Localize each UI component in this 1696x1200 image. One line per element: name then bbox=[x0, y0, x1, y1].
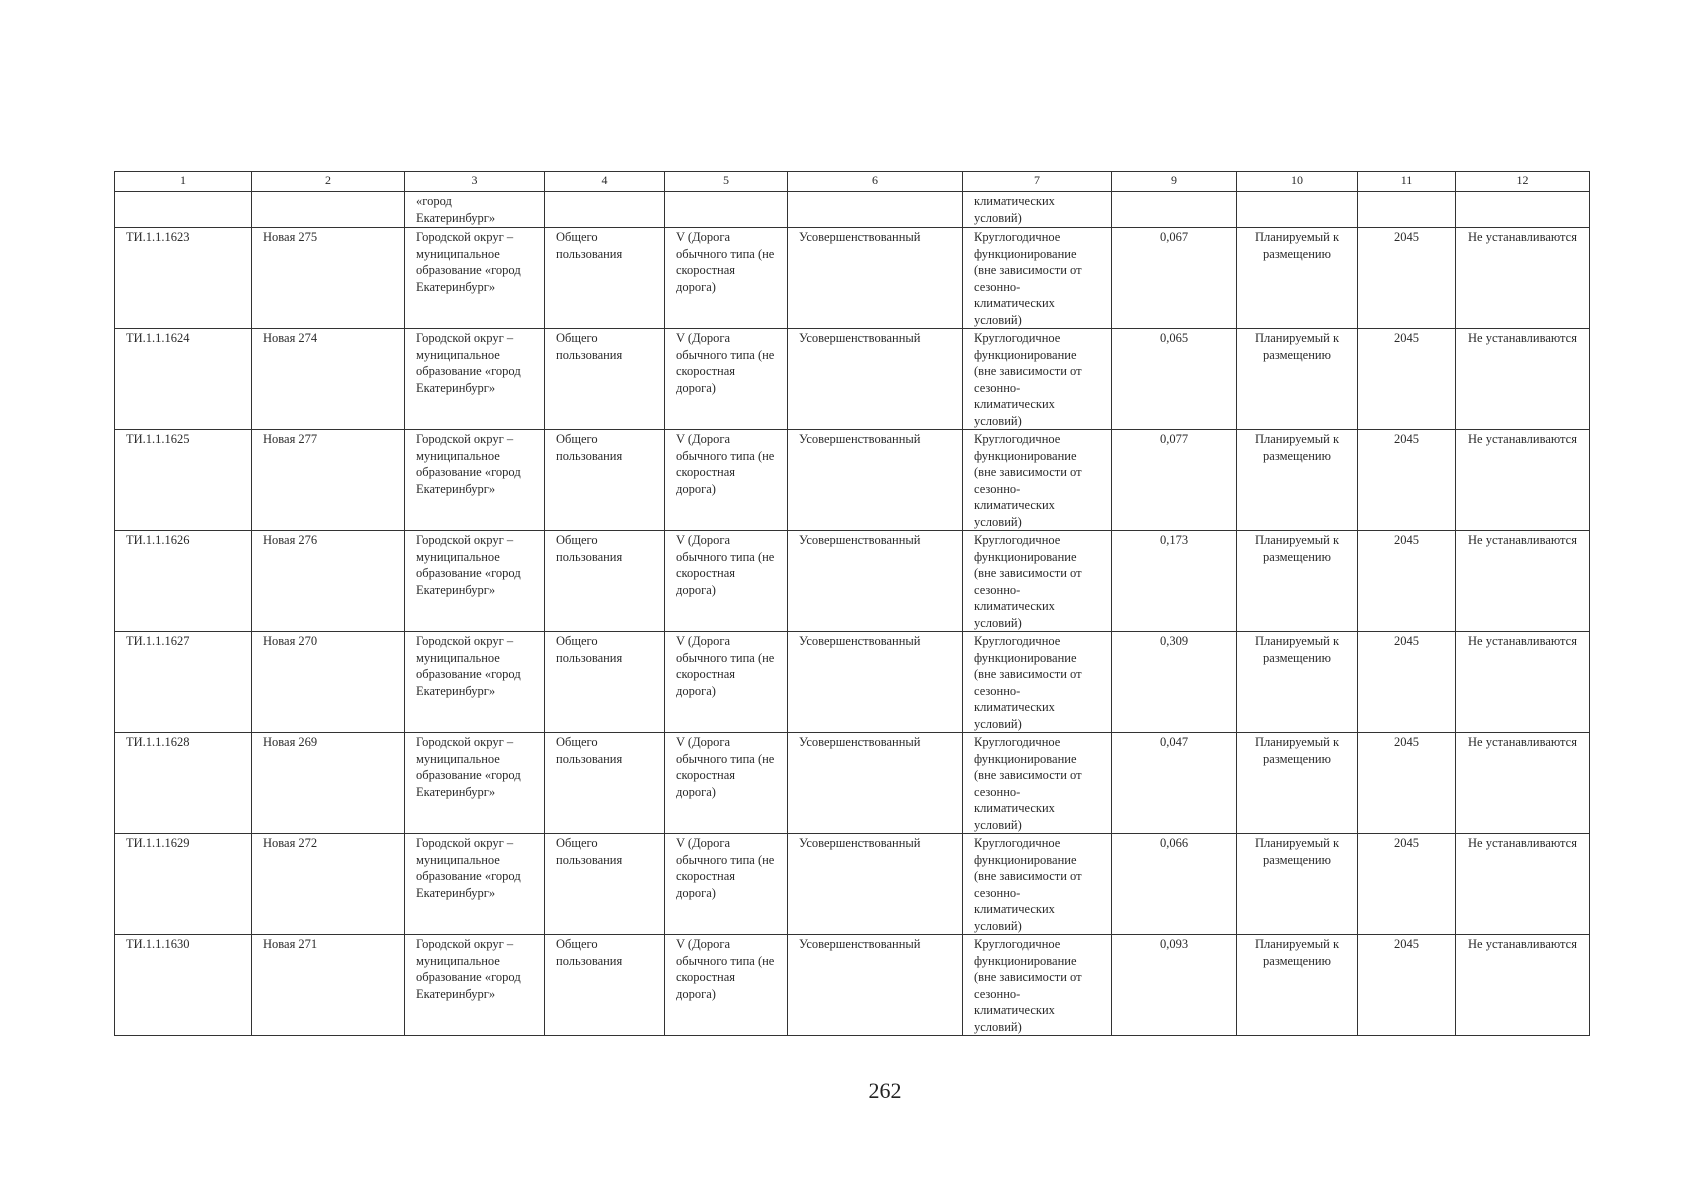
table-row bbox=[115, 935, 1590, 1036]
status-cell: Планируемый к размещению bbox=[1237, 329, 1358, 430]
status-cell: Планируемый к размещению bbox=[1237, 531, 1358, 632]
surface-cell: Усовершенствованный bbox=[788, 632, 963, 733]
municipality-cell: Городской округ – муниципальное образование «город Екатеринбург» bbox=[405, 632, 545, 733]
table-row bbox=[115, 531, 1590, 632]
category-cell: V (Дорога обычного типа (не скоростная дорога) bbox=[665, 329, 788, 430]
mode-cell: Круглогодичное функционирование (вне зависимости от сезонно-климатических условий) bbox=[963, 935, 1112, 1036]
object-name-cell: Новая 275 bbox=[252, 228, 405, 329]
category-cell: V (Дорога обычного типа (не скоростная дорога) bbox=[665, 834, 788, 935]
category-cell: V (Дорога обычного типа (не скоростная дорога) bbox=[665, 228, 788, 329]
table-row bbox=[115, 329, 1590, 430]
year-cell: 2045 bbox=[1358, 228, 1456, 329]
object-name-cell: Новая 272 bbox=[252, 834, 405, 935]
column-header: 11 bbox=[1358, 172, 1456, 192]
row-id-cell: ТИ.1.1.1626 bbox=[115, 531, 252, 632]
column-header: 1 bbox=[115, 172, 252, 192]
table-row bbox=[115, 834, 1590, 935]
status-cell: Планируемый к размещению bbox=[1237, 834, 1358, 935]
table-cell bbox=[665, 192, 788, 228]
table-cell bbox=[1112, 192, 1237, 228]
row-id-cell: ТИ.1.1.1624 bbox=[115, 329, 252, 430]
status-cell: Планируемый к размещению bbox=[1237, 733, 1358, 834]
year-cell: 2045 bbox=[1358, 935, 1456, 1036]
length-cell: 0,047 bbox=[1112, 733, 1237, 834]
page-number: 262 bbox=[868, 1078, 902, 1103]
length-cell: 0,309 bbox=[1112, 632, 1237, 733]
municipality-cell: Городской округ – муниципальное образование «город Екатеринбург» bbox=[405, 733, 545, 834]
table-row bbox=[115, 733, 1590, 834]
object-name-cell: Новая 271 bbox=[252, 935, 405, 1036]
data-table bbox=[114, 171, 1590, 1036]
length-cell: 0,173 bbox=[1112, 531, 1237, 632]
category-cell: V (Дорога обычного типа (не скоростная дорога) bbox=[665, 430, 788, 531]
row-id-cell: ТИ.1.1.1628 bbox=[115, 733, 252, 834]
header-row bbox=[115, 172, 1590, 192]
category-cell: V (Дорога обычного типа (не скоростная дорога) bbox=[665, 935, 788, 1036]
zones-cell: Не устанавливаются bbox=[1456, 834, 1590, 935]
year-cell: 2045 bbox=[1358, 329, 1456, 430]
municipality-cell: Городской округ – муниципальное образование «город Екатеринбург» bbox=[405, 935, 545, 1036]
status-cell: Планируемый к размещению bbox=[1237, 632, 1358, 733]
object-name-cell: Новая 269 bbox=[252, 733, 405, 834]
municipality-cell: Городской округ – муниципальное образование «город Екатеринбург» bbox=[405, 834, 545, 935]
mode-cell: Круглогодичное функционирование (вне зависимости от сезонно-климатических условий) bbox=[963, 228, 1112, 329]
row-id-cell: ТИ.1.1.1625 bbox=[115, 430, 252, 531]
column-header: 9 bbox=[1112, 172, 1237, 192]
table-cell bbox=[1237, 192, 1358, 228]
zones-cell: Не устанавливаются bbox=[1456, 733, 1590, 834]
usage-cell: Общего пользования bbox=[545, 430, 665, 531]
column-header: 10 bbox=[1237, 172, 1358, 192]
surface-cell: Усовершенствованный bbox=[788, 531, 963, 632]
object-name-cell: Новая 276 bbox=[252, 531, 405, 632]
column-header: 7 bbox=[963, 172, 1112, 192]
object-name-cell: Новая 270 bbox=[252, 632, 405, 733]
mode-cell: Круглогодичное функционирование (вне зависимости от сезонно-климатических условий) bbox=[963, 733, 1112, 834]
status-cell: Планируемый к размещению bbox=[1237, 228, 1358, 329]
year-cell: 2045 bbox=[1358, 531, 1456, 632]
column-header: 4 bbox=[545, 172, 665, 192]
column-header: 3 bbox=[405, 172, 545, 192]
usage-cell: Общего пользования bbox=[545, 632, 665, 733]
category-cell: V (Дорога обычного типа (не скоростная дорога) bbox=[665, 733, 788, 834]
table-cell bbox=[252, 192, 405, 228]
year-cell: 2045 bbox=[1358, 430, 1456, 531]
length-cell: 0,066 bbox=[1112, 834, 1237, 935]
zones-cell: Не устанавливаются bbox=[1456, 329, 1590, 430]
length-cell: 0,067 bbox=[1112, 228, 1237, 329]
zones-cell: Не устанавливаются bbox=[1456, 632, 1590, 733]
table-body bbox=[115, 192, 1590, 1036]
column-header: 6 bbox=[788, 172, 963, 192]
category-cell: V (Дорога обычного типа (не скоростная дорога) bbox=[665, 632, 788, 733]
year-cell: 2045 bbox=[1358, 834, 1456, 935]
mode-cell: Круглогодичное функционирование (вне зависимости от сезонно-климатических условий) bbox=[963, 430, 1112, 531]
zones-cell: Не устанавливаются bbox=[1456, 430, 1590, 531]
object-name-cell: Новая 274 bbox=[252, 329, 405, 430]
surface-cell: Усовершенствованный bbox=[788, 733, 963, 834]
table-cell bbox=[115, 192, 252, 228]
zones-cell: Не устанавливаются bbox=[1456, 228, 1590, 329]
column-header: 5 bbox=[665, 172, 788, 192]
table-row bbox=[115, 632, 1590, 733]
length-cell: 0,093 bbox=[1112, 935, 1237, 1036]
table-cell: климатических условий) bbox=[963, 192, 1112, 228]
zones-cell: Не устанавливаются bbox=[1456, 935, 1590, 1036]
table-row bbox=[115, 228, 1590, 329]
table-cell bbox=[788, 192, 963, 228]
row-id-cell: ТИ.1.1.1627 bbox=[115, 632, 252, 733]
mode-cell: Круглогодичное функционирование (вне зависимости от сезонно-климатических условий) bbox=[963, 834, 1112, 935]
usage-cell: Общего пользования bbox=[545, 733, 665, 834]
mode-cell: Круглогодичное функционирование (вне зависимости от сезонно-климатических условий) bbox=[963, 531, 1112, 632]
object-name-cell: Новая 277 bbox=[252, 430, 405, 531]
mode-cell: Круглогодичное функционирование (вне зависимости от сезонно-климатических условий) bbox=[963, 632, 1112, 733]
year-cell: 2045 bbox=[1358, 733, 1456, 834]
usage-cell: Общего пользования bbox=[545, 935, 665, 1036]
row-id-cell: ТИ.1.1.1623 bbox=[115, 228, 252, 329]
municipality-cell: Городской округ – муниципальное образование «город Екатеринбург» bbox=[405, 531, 545, 632]
usage-cell: Общего пользования bbox=[545, 228, 665, 329]
table-cell bbox=[545, 192, 665, 228]
continuation-row bbox=[115, 192, 1590, 228]
length-cell: 0,077 bbox=[1112, 430, 1237, 531]
surface-cell: Усовершенствованный bbox=[788, 329, 963, 430]
length-cell: 0,065 bbox=[1112, 329, 1237, 430]
usage-cell: Общего пользования bbox=[545, 531, 665, 632]
surface-cell: Усовершенствованный bbox=[788, 430, 963, 531]
status-cell: Планируемый к размещению bbox=[1237, 935, 1358, 1036]
column-header: 2 bbox=[252, 172, 405, 192]
table-cell bbox=[1456, 192, 1590, 228]
mode-cell: Круглогодичное функционирование (вне зависимости от сезонно-климатических условий) bbox=[963, 329, 1112, 430]
table-cell: «город Екатеринбург» bbox=[405, 192, 545, 228]
surface-cell: Усовершенствованный bbox=[788, 834, 963, 935]
zones-cell: Не устанавливаются bbox=[1456, 531, 1590, 632]
year-cell: 2045 bbox=[1358, 632, 1456, 733]
table-row bbox=[115, 430, 1590, 531]
status-cell: Планируемый к размещению bbox=[1237, 430, 1358, 531]
table-cell bbox=[1358, 192, 1456, 228]
column-header: 12 bbox=[1456, 172, 1590, 192]
usage-cell: Общего пользования bbox=[545, 329, 665, 430]
surface-cell: Усовершенствованный bbox=[788, 935, 963, 1036]
usage-cell: Общего пользования bbox=[545, 834, 665, 935]
municipality-cell: Городской округ – муниципальное образование «город Екатеринбург» bbox=[405, 430, 545, 531]
surface-cell: Усовершенствованный bbox=[788, 228, 963, 329]
municipality-cell: Городской округ – муниципальное образование «город Екатеринбург» bbox=[405, 329, 545, 430]
row-id-cell: ТИ.1.1.1629 bbox=[115, 834, 252, 935]
municipality-cell: Городской округ – муниципальное образование «город Екатеринбург» bbox=[405, 228, 545, 329]
row-id-cell: ТИ.1.1.1630 bbox=[115, 935, 252, 1036]
category-cell: V (Дорога обычного типа (не скоростная дорога) bbox=[665, 531, 788, 632]
